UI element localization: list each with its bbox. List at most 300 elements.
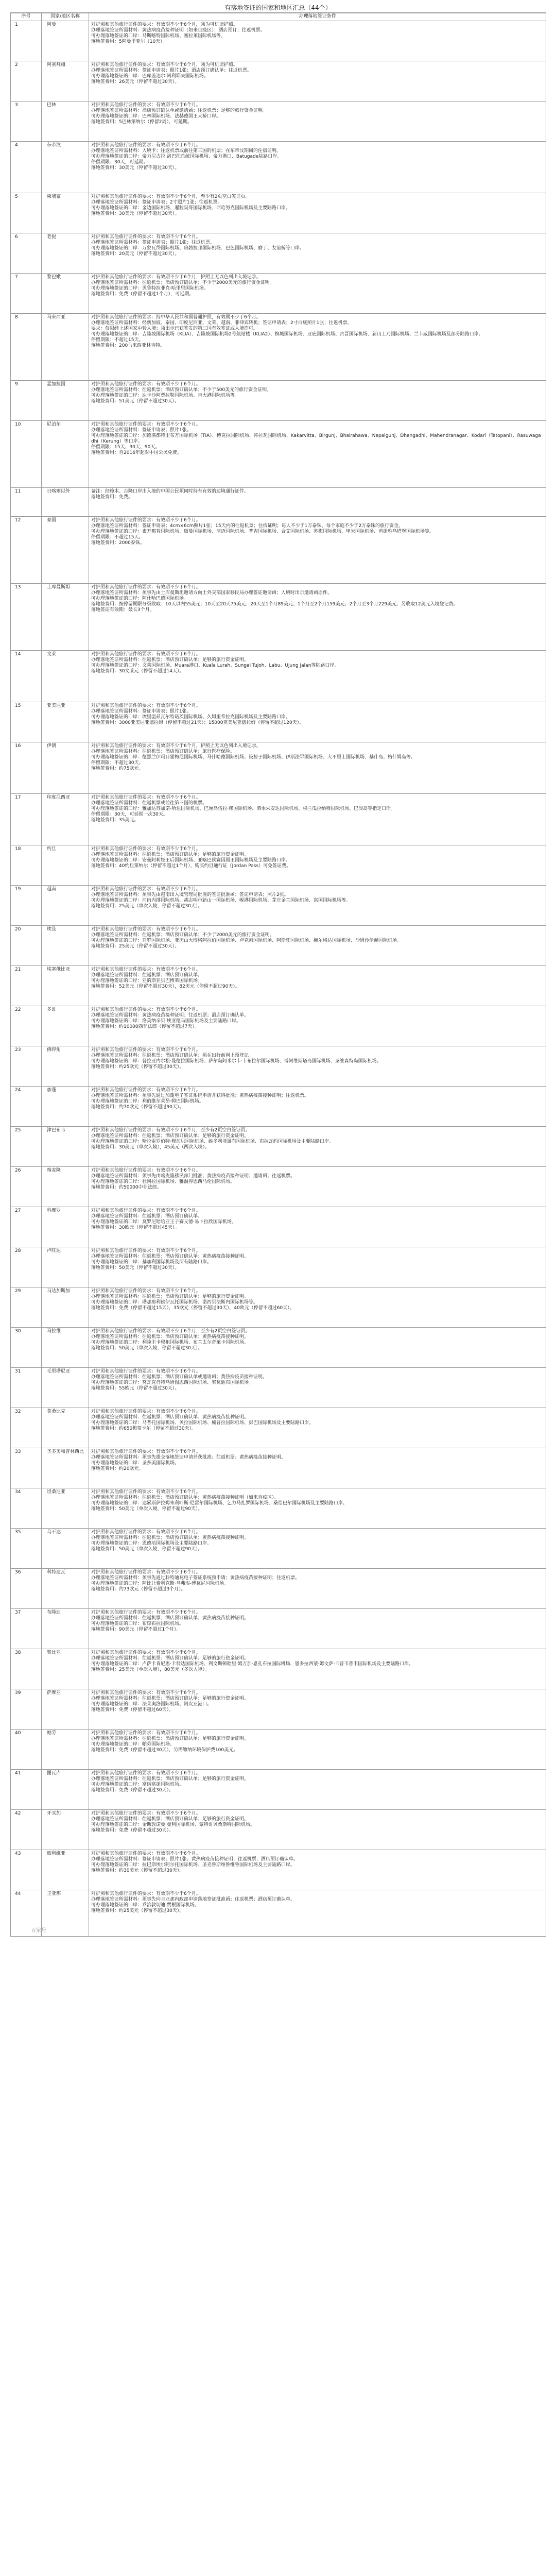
- table-row: [11, 421, 546, 488]
- visa-conditions: [89, 488, 546, 517]
- row-number: 2: [11, 61, 42, 101]
- country-name: 莫桑比克: [42, 1408, 89, 1448]
- country-name: 津巴布韦: [42, 1127, 89, 1167]
- condition-line: 对护照和其他旅行证件的要求：有效期不少于6个月。: [91, 795, 201, 800]
- condition-line: 落地签费用：5阿曼里亚尔（10天）。: [91, 39, 167, 44]
- visa-conditions: [89, 61, 546, 101]
- visa-conditions: [89, 1609, 546, 1649]
- condition-line: 对护照和其他旅行证件的要求：有效期不少于6个月。: [91, 518, 201, 523]
- table-row: [11, 142, 546, 193]
- condition-line: 可办理落地签证的口岸：利隆圭卡穆祖国际机场、布兰太尔奇莱卡国际机场。: [91, 1340, 249, 1345]
- table-row: [11, 274, 546, 314]
- condition-line: 落地签费用：约70欧元（停留不超过90天）。: [91, 1105, 184, 1110]
- condition-line: 办理落地签证所需材料：黄热病疫苗接种证明；往返机票；酒店预订确认单。: [91, 1013, 249, 1018]
- table-row: [11, 1328, 546, 1368]
- condition-line: 落地签费用：约73欧元（停留不超过3个月）。: [91, 1587, 186, 1592]
- table-row: [11, 1850, 546, 1890]
- condition-line: 落地签费用：55欧元（停留不超过30天）。: [91, 1386, 180, 1391]
- document-title: 有落地签证的国家和地区汇总（44个）: [10, 3, 546, 13]
- condition-line: 落地签费用：40约旦第纳尔（停留不超过1个月），购买约旦通行证（Jordan Pass）可免签证费。: [91, 863, 291, 869]
- condition-line: 可办理落地签证的口岸：洛美纳辛贝·埃亚德马国际机场及主要陆路口岸。: [91, 1019, 241, 1024]
- condition-line: 落地签费用：2000泰铢。: [91, 540, 145, 546]
- row-number: 31: [11, 1368, 42, 1408]
- condition-line: 对护照和其他旅行证件的要求：有效期不少于6个月。: [91, 1489, 201, 1495]
- table-row: [11, 1408, 546, 1448]
- condition-line: 办理落地签证所需材料：签证申请表；照片1张；往返机票。: [91, 240, 215, 245]
- table-row: [11, 1046, 546, 1087]
- country-name: 喀麦隆: [42, 1167, 89, 1207]
- condition-line: 可办理落地签证的口岸：普拉亚内尔松·曼德拉国际机场、萨尔岛阿米尔卡·卡布拉尔国际机场、博阿维斯塔岛国际机场、圣维森特岛国际机场。: [91, 1059, 381, 1064]
- condition-line: 可办理落地签证的口岸：雅加达苏加诺-哈达国际机场、巴厘岛伍拉·赖国际机场、泗水朱安达国际机场、棉兰瓜拉纳穆国际机场、巴淡岛等指定口岸。: [91, 806, 396, 811]
- visa-conditions: [89, 1087, 546, 1127]
- condition-line: 落地签费用：51美元（停留不超过30天）。: [91, 399, 180, 404]
- condition-line: 要求：仅限经上述国家中转入境；须出示已获签发的第三国有效签证或入境许可。: [91, 326, 258, 331]
- country-name: 加蓬: [42, 1087, 89, 1127]
- row-number: 17: [11, 794, 42, 845]
- visa-conditions: [89, 1328, 546, 1368]
- table-row: [11, 794, 546, 845]
- condition-line: 办理落地签证所需材料：往返机票；酒店预订确认单；旅行医疗保险。: [91, 749, 235, 754]
- condition-line: 对护照和其他旅行证件的要求：有效期不少于6个月。: [91, 1891, 201, 1896]
- row-number: 11: [11, 488, 42, 517]
- condition-line: 办理落地签证所需材料：黄热病疫苗接种证明（如来自疫区）；酒店预订；往返机票。: [91, 28, 265, 33]
- condition-line: 办理落地签证所需材料：须事先由土库曼斯坦邀请方向土外交部国家移民局办理签证邀请函；入境时出示邀请函原件。: [91, 590, 333, 596]
- country-name: 图瓦卢: [42, 1770, 89, 1810]
- condition-line: 办理落地签证所需材料：往返机票；酒店预订确认单；不少于2000美元的旅行资金证明。: [91, 280, 274, 285]
- row-number: 19: [11, 886, 42, 926]
- visa-conditions: [89, 1207, 546, 1247]
- visa-conditions: [89, 233, 546, 274]
- country-name: 文莱: [42, 651, 89, 702]
- table-row: [11, 101, 546, 142]
- condition-line: 对护照和其他旅行证件的要求：有效期不少于6个月。: [91, 1409, 201, 1414]
- table-row: [11, 381, 546, 421]
- condition-line: 落地签费用：约20欧元。: [91, 1466, 144, 1471]
- condition-line: 落地签费用：免费（停留不超过30天）。: [91, 1828, 173, 1833]
- condition-line: 对护照和其他旅行证件的要求：有效期不少于6个月。: [91, 1088, 201, 1093]
- condition-line: 落地签费用：约75欧元。: [91, 766, 144, 771]
- condition-line: 停留期限：30天，可延期一次30天。: [91, 812, 168, 817]
- visa-conditions: [89, 1649, 546, 1689]
- condition-line: 落地签费用：30美元（停留不超过30天）。: [91, 165, 180, 171]
- condition-line: 可办理落地签证的口岸：恩德培国际机场及主要陆路口岸。: [91, 1541, 212, 1546]
- condition-line: 办理落地签证所需材料：往返机票；酒店预订确认单；黄热病疫苗接种证明。: [91, 1254, 249, 1259]
- visa-conditions: [89, 1127, 546, 1167]
- condition-line: 办理落地签证所需材料：签证申请表；照片1张；酒店预订确认单；往返机票。: [91, 68, 252, 73]
- condition-line: 对护照和其他旅行证件的要求：有效期不少于6个月。: [91, 1731, 201, 1736]
- table-row: [11, 1087, 546, 1127]
- condition-line: 可办理落地签证的口岸：乔治敦切迪·贾根国际机场。: [91, 1903, 199, 1908]
- condition-line: 可办理落地签证的口岸：拉巴斯埃尔阿尔托国际机场、圣克鲁斯维鲁维鲁国际机场及主要陆路口岸。: [91, 1862, 296, 1868]
- row-number: 14: [11, 651, 42, 702]
- header-country: 国家/地区名称: [42, 13, 89, 21]
- condition-line: 落地签费用：25美元（单次入境），80美元（多次入境）。: [91, 1667, 210, 1672]
- condition-line: 可办理落地签证的口岸：埃里温兹瓦尔特诺茨国际机场、久姆里希拉克国际机场及主要陆路口岸。: [91, 715, 291, 720]
- visa-conditions: [89, 845, 546, 886]
- condition-line: 对护照和其他旅行证件的要求：有效期不少于6个月。: [91, 382, 201, 387]
- condition-line: 可办理落地签证的口岸：富纳富提国际机场。: [91, 1782, 184, 1787]
- condition-line: 办理落地签证所需材料：往返机票；酒店预订确认单；黄热病疫苗接种证明。: [91, 1334, 249, 1340]
- country-name: 帕劳: [42, 1730, 89, 1770]
- row-number: 34: [11, 1488, 42, 1529]
- condition-line: 落地签费用：25美元（单次入境，停留不超过30天）。: [91, 904, 203, 909]
- country-name: 马来西亚: [42, 314, 89, 381]
- row-number: 30: [11, 1328, 42, 1368]
- condition-line: 落地签费用：30欧元（停留不超过45天）。: [91, 1225, 180, 1230]
- visa-conditions: [89, 1810, 546, 1850]
- country-name: 多哥: [42, 1006, 89, 1046]
- country-name: 赞比亚: [42, 1649, 89, 1689]
- condition-line: 对护照和其他旅行证件的要求：有效期不少于6个月。: [91, 1690, 201, 1696]
- condition-line: 落地签费用：20美元（停留不超过30天）。: [91, 251, 180, 257]
- condition-line: 落地签费用：25美元（停留不超过30天）。: [91, 944, 180, 949]
- condition-line: 办理落地签证所需材料：往返机票；酒店预订确认单；足够的旅行资金证明。: [91, 1656, 249, 1661]
- country-name: 埃塞俄比亚: [42, 966, 89, 1006]
- table-row: [11, 742, 546, 794]
- condition-line: 可办理落地签证的口岸：阿什哈巴德国际机场。: [91, 596, 189, 601]
- table-row: [11, 1207, 546, 1247]
- condition-line: 落地签费用：26美元（停留不超过30天）。: [91, 79, 180, 84]
- condition-line: 办理落地签证所需材料：签证申请表；4cm×6cm照片1张；15天内的往返机票；住宿证明；每人不少于1万泰铢、每个家庭不少于2万泰铢的旅行资金。: [91, 523, 404, 529]
- visa-conditions: [89, 966, 546, 1006]
- condition-line: 落地签费用：免费（停留不超过60天）。: [91, 1707, 173, 1713]
- country-name: 牙买加: [42, 1810, 89, 1850]
- condition-line: 对护照和其他旅行证件的要求：有效期不少于6个月，至少有2页空白签证页。: [91, 1128, 250, 1133]
- condition-line: 落地签费用：30美元（单次入境），45美元（两次入境）。: [91, 1145, 210, 1150]
- condition-line: 办理落地签证所需材料：往返机票；酒店预订确认单；足够的旅行资金证明。: [91, 1696, 249, 1701]
- condition-line: 办理落地签证所需材料：须事先由喀麦隆移民部门批准；黄热病疫苗接种证明；邀请函；往返机票。: [91, 1174, 296, 1179]
- condition-line: 落地签费用：约50000中非法郎。: [91, 1185, 162, 1190]
- condition-line: 落地签费用：免费（停留不超过1个月），可延期。: [91, 292, 194, 297]
- table-row: [11, 193, 546, 233]
- condition-line: 办理落地签证所需材料：往返机票；酒店预订确认单；足够的旅行资金证明。: [91, 1294, 249, 1299]
- condition-line: 对护照和其他旅行证件的要求：有效期不少于6个月，护照上无以色列出入境记录。: [91, 743, 261, 749]
- condition-line: 对护照和其他旅行证件的要求：有效期不少于6个月。: [91, 652, 201, 657]
- condition-line: 落地签费用：按停留期限分级收取：10天以内55美元；10天至20天75美元；20天至1个月89美元；1个月至2个月159美元；2个月至3个月229美元；另收取12美元入境登记费。: [91, 602, 458, 607]
- country-name: 东帝汶: [42, 142, 89, 193]
- condition-line: 对护照和其他旅行证件的要求：有效期不少于6个月，至少有2页空白签证页。: [91, 194, 250, 199]
- table-row: [11, 1167, 546, 1207]
- condition-line: 落地签费用：免费。: [91, 495, 133, 500]
- condition-line: 对护照和其他旅行证件的要求：有效期不少于6个月。: [91, 1771, 201, 1776]
- condition-line: 停留期限：不超过15天。: [91, 535, 144, 540]
- visa-conditions: [89, 886, 546, 926]
- condition-line: 办理落地签证所需材料：往返机票；酒店预订确认单或邀请函；黄热病疫苗接种证明。: [91, 1375, 268, 1380]
- row-number: 10: [11, 421, 42, 488]
- visa-conditions: [89, 1850, 546, 1890]
- condition-line: 可办理落地签证的口岸：金斯敦诺曼·曼利国际机场、蒙特哥贝桑斯特国际机场。: [91, 1822, 255, 1827]
- table-row: [11, 926, 546, 966]
- row-number: 22: [11, 1006, 42, 1046]
- country-name: 布隆迪: [42, 1609, 89, 1649]
- row-number: 21: [11, 966, 42, 1006]
- condition-line: 可办理落地签证的口岸：马普托国际机场、贝拉国际机场、楠普拉国际机场、彭巴国际机场及主要陆路口岸。: [91, 1420, 314, 1426]
- condition-line: 办理落地签证所需材料：往返机票；酒店预订确认单；足够的旅行资金证明。: [91, 1133, 249, 1139]
- condition-line: 办理落地签证所需材料：往返机票；酒店预订确认单；足够的旅行资金证明。: [91, 1817, 249, 1822]
- visa-conditions: [89, 1247, 546, 1287]
- row-number: 23: [11, 1046, 42, 1087]
- country-name: 科特迪瓦: [42, 1569, 89, 1609]
- row-number: 43: [11, 1850, 42, 1890]
- visa-conditions: [89, 584, 546, 651]
- visa-conditions: [89, 1890, 546, 1937]
- country-name: 圭亚那: [42, 1890, 89, 1937]
- table-row: [11, 1287, 546, 1328]
- condition-line: 可办理落地签证的口岸：利伯维尔莱昂·姆巴国际机场。: [91, 1099, 204, 1104]
- condition-line: 可办理落地签证的口岸：素万那普国际机场、廊曼国际机场、清迈国际机场、普吉国际机场、合艾国际机场、苏梅国际机场、甲米国际机场、芭提雅乌塔堡国际机场等。: [91, 529, 435, 534]
- condition-line: 对护照和其他旅行证件的要求：有效期不少于6个月。: [91, 1168, 201, 1173]
- condition-line: 对护照和其他旅行证件的要求：有效期不少于6个月。: [91, 967, 201, 972]
- row-number: 15: [11, 702, 42, 742]
- condition-line: 对护照和其他旅行证件的要求：有效期不少于6个月，须为可机读护照。: [91, 22, 238, 27]
- table-row: [11, 1770, 546, 1810]
- condition-line: 办理落地签证所需材料：往返机票；酒店预订确认单；黄热病疫苗接种证明（如来自疫区）。: [91, 1495, 279, 1500]
- condition-line: 落地签费用：约650梅蒂卡尔（停留不超过30天）。: [91, 1426, 197, 1431]
- row-number: 35: [11, 1529, 42, 1569]
- condition-line: 可办理落地签证的口岸：圣多美国际机场。: [91, 1461, 180, 1466]
- condition-line: 对护照和其他旅行证件的要求：有效期不少于6个月。: [91, 846, 201, 852]
- condition-line: 落地签费用：约25美元（停留不超过30天）。: [91, 1908, 184, 1913]
- condition-line: 可办理落地签证的口岸：卢萨卡肯尼思·卡翁达国际机场、利文斯顿哈里·姆万加·恩孔布拉国际机场、恩多拉西蒙·姆文萨·卡普韦普韦国际机场及主要陆路口岸。: [91, 1662, 414, 1667]
- table-row: [11, 1890, 546, 1937]
- visa-conditions: [89, 1488, 546, 1529]
- condition-line: 落地签费用：200马来西亚林吉特。: [91, 343, 165, 348]
- country-name: 阿塞拜疆: [42, 61, 89, 101]
- country-name: 泰国: [42, 517, 89, 584]
- country-name: 亚美尼亚: [42, 702, 89, 742]
- condition-line: 可办理落地签证的口岸：亚的斯亚贝巴博莱国际机场。: [91, 978, 203, 984]
- visa-conditions: [89, 193, 546, 233]
- table-row: [11, 702, 546, 742]
- header-no: 序号: [11, 13, 42, 21]
- row-number: 28: [11, 1247, 42, 1287]
- visa-conditions: [89, 1368, 546, 1408]
- condition-line: 对护照和其他旅行证件的要求：有效期不少于6个月。: [91, 143, 201, 148]
- condition-line: 对护照和其他旅行证件的要求：有效期不少于6个月。: [91, 927, 201, 932]
- condition-line: 办理落地签证所需材料：签证申请表；2寸照片1张；往返机票。: [91, 200, 222, 205]
- country-name: 科摩罗: [42, 1207, 89, 1247]
- condition-line: 落地签费用：免费（停留不超过30天）。: [91, 1788, 173, 1793]
- condition-line: 停留期限：15天、30天、90天。: [91, 445, 160, 450]
- condition-line: 落地签费用：30美元（停留不超过30天）。: [91, 211, 180, 216]
- row-number: 18: [11, 845, 42, 886]
- country-name: 马达加斯加: [42, 1287, 89, 1328]
- condition-line: 可办理落地签证的口岸：阿比让费利克斯·乌弗埃-博瓦尼国际机场。: [91, 1581, 229, 1586]
- table-row: [11, 886, 546, 926]
- country-name: 毛里塔尼亚: [42, 1368, 89, 1408]
- condition-line: 对护照和其他旅行证件的要求：有效期不少于6个月。: [91, 1570, 201, 1575]
- country-name: 黎巴嫩: [42, 274, 89, 314]
- table-row: [11, 584, 546, 651]
- table-row: [11, 1488, 546, 1529]
- visa-conditions: [89, 1569, 546, 1609]
- condition-line: 对护照和其他旅行证件的要求：有效期不少于6个月。: [91, 234, 201, 240]
- condition-line: 办理落地签证所需材料：经新加坡、泰国、印度尼西亚、文莱、越南、菲律宾转机；签证申请表；2寸白底照片1张；往返机票。: [91, 320, 352, 326]
- row-number: 3: [11, 101, 42, 142]
- condition-line: 落地签费用：3000亚美尼亚德拉姆（停留不超过21天）；15000亚美尼亚德拉姆（停留不超过120天）。: [91, 720, 304, 725]
- row-number: 36: [11, 1569, 42, 1609]
- visa-conditions: [89, 1689, 546, 1730]
- condition-line: 对护照和其他旅行证件的要求：有效期不少于6个月。: [91, 1650, 201, 1655]
- condition-line: 办理落地签证所需材料：往返机票；酒店预订确认单；足够的旅行资金证明。: [91, 1776, 249, 1782]
- row-number: 42: [11, 1810, 42, 1850]
- condition-line: 办理落地签证所需材料：签证申请表；照片1张；黄热病疫苗接种证明；往返机票；酒店预订确认单。: [91, 1857, 298, 1862]
- condition-line: 对护照和其他旅行证件的要求：有效期不少于6个月。: [91, 1047, 201, 1053]
- condition-line: 落地签费用：52美元（停留不超过30天），82美元（停留不超过90天）。: [91, 984, 240, 989]
- country-name: 伊朗: [42, 742, 89, 794]
- row-number: 12: [11, 517, 42, 584]
- condition-line: 落地签费用：免费（停留不超过30天），另需缴纳环境保护费100美元。: [91, 1748, 238, 1753]
- country-name: 日喀则以外: [42, 488, 89, 517]
- condition-line: 落地签费用：约10000西非法郎（停留不超过7天）。: [91, 1024, 199, 1029]
- visa-conditions: [89, 517, 546, 584]
- row-number: 6: [11, 233, 42, 274]
- condition-line: 可办理落地签证的口岸：巴林国际机场、法赫德国王大桥口岸。: [91, 114, 221, 119]
- country-name: 土库曼斯坦: [42, 584, 89, 651]
- country-name: 坦桑尼亚: [42, 1488, 89, 1529]
- row-number: 8: [11, 314, 42, 381]
- table-row: [11, 61, 546, 101]
- condition-line: 停留期限：不超过15天。: [91, 337, 144, 343]
- watermark: 百家号: [31, 1928, 46, 1934]
- country-name: 佛得角: [42, 1046, 89, 1087]
- country-name: 乌干达: [42, 1529, 89, 1569]
- table-row: [11, 1730, 546, 1770]
- condition-line: 可办理落地签证的口岸：杜阿拉国际机场、雅温得恩西马伦国际机场。: [91, 1179, 235, 1184]
- condition-line: 可办理落地签证的口岸：哈拉雷罗伯特·穆加贝国际机场、维多利亚瀑布国际机场、布拉瓦约国际机场及主要陆路口岸。: [91, 1139, 334, 1144]
- country-name: 柬埔寨: [42, 193, 89, 233]
- table-row: [11, 314, 546, 381]
- condition-line: 办理落地签证所需材料：往返机票；酒店预订确认单；不少于2000美元的旅行资金证明。: [91, 933, 274, 938]
- condition-line: 落地签费用：50美元（单次入境，停留不超过30天）。: [91, 1346, 203, 1351]
- condition-line: 落地签费用：5巴林第纳尔（停留2周），可延期。: [91, 120, 192, 125]
- visa-conditions: [89, 21, 546, 61]
- visa-conditions: [89, 1408, 546, 1448]
- condition-line: 办理落地签证所需材料：往返机票；酒店预订确认单；黄热病疫苗接种证明。: [91, 1415, 249, 1420]
- table-row: [11, 1810, 546, 1850]
- condition-line: 可办理落地签证的口岸：贝鲁特拉菲克·哈里里国际机场。: [91, 286, 208, 291]
- condition-line: 办理落地签证所需材料：签证申请表；照片1张。: [91, 709, 192, 714]
- condition-line: 对护照和其他旅行证件的要求：有效期不少于6个月。: [91, 422, 201, 427]
- condition-line: 可办理落地签证的口岸：吉隆坡国际机场（KLIA）、吉隆坡国际机场2号航站楼（KLIA2）、槟城国际机场、亚庇国际机场、古晋国际机场、新山士乃国际机场、兰卡威国际机场及部分陆路口岸。: [91, 332, 483, 337]
- condition-line: 可办理落地签证的口岸：万象瓦岱国际机场、琅勃拉邦国际机场、巴色国际机场、磨丁、友谊桥等口岸。: [91, 246, 305, 251]
- row-number: 20: [11, 926, 42, 966]
- condition-line: 落地签费用：约30美元（停留不超过30天）。: [91, 1868, 184, 1873]
- condition-line: 落地签费用：约25欧元（停留不超过30天）。: [91, 1064, 184, 1070]
- condition-line: 办理落地签证所需材料：须事先通过加蓬电子签证系统申请并获得批准；黄热病疫苗接种证明；往返机票。: [91, 1093, 309, 1098]
- row-number: 1: [11, 21, 42, 61]
- country-name: 印度尼西亚: [42, 794, 89, 845]
- row-number: 38: [11, 1649, 42, 1689]
- country-name: 马拉维: [42, 1328, 89, 1368]
- condition-line: 可办理落地签证的口岸：河内内排国际机场、胡志明市新山一国际机场、岘港国际机场、芽庄金兰国际机场、富国国际机场等。: [91, 898, 351, 903]
- country-name: 萨摩亚: [42, 1689, 89, 1730]
- condition-line: 可办理落地签证的口岸：达累斯萨拉姆朱利叶斯·尼雷尔国际机场、乞力马扎罗国际机场、桑给巴尔国际机场及主要陆路口岸。: [91, 1501, 348, 1506]
- country-name: 孟加拉国: [42, 381, 89, 421]
- condition-line: 可办理落地签证的口岸：莫罗尼哈哈亚王子赛义德·易卜拉欣国际机场。: [91, 1219, 236, 1225]
- table-row: [11, 1448, 546, 1488]
- table-row: [11, 1609, 546, 1649]
- condition-line: 办理落地签证所需材料：往返机票；酒店预订确认单；黄热病疫苗接种证明。: [91, 1616, 249, 1621]
- condition-line: 可办理落地签证的口岸：巴库盖达尔·阿利耶夫国际机场。: [91, 74, 208, 79]
- table-row: [11, 21, 546, 61]
- table-body: [11, 21, 546, 1937]
- visa-conditions: [89, 1529, 546, 1569]
- condition-line: 办理落地签证所需材料：往返机票；酒店预订确认单；足够的旅行资金证明。: [91, 1736, 249, 1741]
- condition-line: 对护照和其他旅行证件的要求：有效期不少于6个月。: [91, 1530, 201, 1535]
- condition-line: 停留期限：30天，可延期。: [91, 160, 148, 165]
- table-row: [11, 1247, 546, 1287]
- condition-line: 对护照和其他旅行证件的要求：有效期不少于6个月。: [91, 1289, 201, 1294]
- visa-conditions: [89, 794, 546, 845]
- table-header-row: [11, 13, 546, 21]
- condition-line: 办理落地签证所需材料：往返机票；酒店预订确认单。: [91, 973, 203, 978]
- country-name: 越南: [42, 886, 89, 926]
- visa-conditions: [89, 651, 546, 702]
- country-name: 圣多美和普林西比: [42, 1448, 89, 1488]
- condition-line: 对护照和其他旅行证件的要求：有效期不少于6个月。: [91, 1208, 201, 1213]
- visa-conditions: [89, 1167, 546, 1207]
- row-number: 41: [11, 1770, 42, 1810]
- country-name: 玻利维亚: [42, 1850, 89, 1890]
- row-number: 7: [11, 274, 42, 314]
- country-name: 埃及: [42, 926, 89, 966]
- row-number: 16: [11, 742, 42, 794]
- condition-line: 办理落地签证所需材料：须事先提交落地签证申请并获批准；往返机票；黄热病疫苗接种证明。: [91, 1455, 286, 1460]
- condition-line: 可办理落地签证的口岸：布琼布拉国际机场。: [91, 1621, 184, 1626]
- table-row: [11, 1127, 546, 1167]
- table-row: [11, 1006, 546, 1046]
- condition-line: 办理落地签证所需材料：酒店预订确认单或邀请函；往返机票；足够的旅行资金证明。: [91, 108, 268, 113]
- table-row: [11, 233, 546, 274]
- visa-conditions: [89, 1006, 546, 1046]
- table-row: [11, 517, 546, 584]
- country-name: 阿曼: [42, 21, 89, 61]
- table-row: [11, 1649, 546, 1689]
- condition-line: 办理落地签证所需材料：往返机票或前往第三国的机票。: [91, 801, 207, 806]
- condition-line: 办理落地签证所需材料：入境卡；往返机票或前往第三国的机票；在东帝汶期间的住宿证明。: [91, 148, 282, 154]
- row-number: 37: [11, 1609, 42, 1649]
- country-name: 老挝: [42, 233, 89, 274]
- row-number: 40: [11, 1730, 42, 1770]
- condition-line: 落地签证有效期：最长3个月。: [91, 607, 154, 613]
- condition-line: 办理落地签证所需材料：往返机票；酒店预订确认单；足够的旅行资金证明。: [91, 852, 249, 857]
- table-row: [11, 651, 546, 702]
- visa-conditions: [89, 421, 546, 488]
- condition-line: 落地签费用：90美元（停留不超过1个月）。: [91, 1627, 181, 1632]
- row-number: 29: [11, 1287, 42, 1328]
- condition-line: 对护照和其他旅行证件的要求：有效期不少于6个月。: [91, 887, 201, 892]
- visa-conditions: [89, 274, 546, 314]
- country-name: 巴林: [42, 101, 89, 142]
- table-row: [11, 1569, 546, 1609]
- visa-conditions: [89, 926, 546, 966]
- condition-line: 对护照和其他旅行证件的要求：有效期不少于6个月。: [91, 585, 201, 590]
- condition-line: 对护照和其他旅行证件的要求：有效期不少于6个月，须为可机读护照。: [91, 62, 238, 67]
- condition-line: 办理落地签证所需材料：往返机票；酒店预订确认单；不少于500美元的旅行资金证明。: [91, 387, 272, 393]
- row-number: 24: [11, 1087, 42, 1127]
- visa-conditions: [89, 1730, 546, 1770]
- row-number: 32: [11, 1408, 42, 1448]
- condition-line: 办理落地签证所需材料：须事先通过科特迪瓦电子签证系统预申请；黄热病疫苗接种证明；往返机票。: [91, 1575, 300, 1581]
- table-row: [11, 966, 546, 1006]
- header-conditions: 办理落地签证条件: [89, 13, 546, 21]
- condition-line: 可办理落地签证的口岸：塔那那利佛伊瓦托国际机场、诺西贝法斯内国际机场等。: [91, 1300, 258, 1305]
- row-number: 26: [11, 1167, 42, 1207]
- visa-conditions: [89, 1770, 546, 1810]
- visa-conditions: [89, 1287, 546, 1328]
- visa-conditions: [89, 1046, 546, 1087]
